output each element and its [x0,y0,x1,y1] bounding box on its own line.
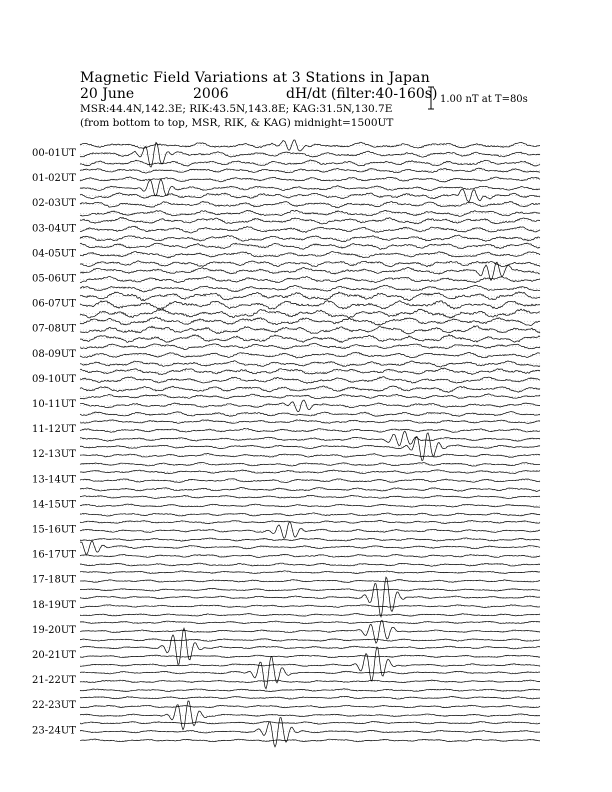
trace-kag [80,621,540,624]
trace-kag [80,628,540,664]
trace-msr [80,538,540,541]
trace-kag [80,495,540,498]
trace-kag [80,541,540,554]
hour-label: 17-18UT [32,574,76,586]
hour-label: 14-15UT [32,499,76,511]
trace-rik [80,276,540,282]
hour-label: 12-13UT [32,449,76,461]
chart-date: 20 June [80,86,135,102]
trace-msr [80,689,540,692]
trace-kag [80,470,540,474]
hour-label: 10-11UT [32,399,76,410]
hour-label-layer [32,148,76,736]
hour-label: 18-19UT [32,599,76,611]
grid-layer [80,146,540,741]
trace-msr [80,210,540,216]
trace-rik [80,142,540,167]
hour-label: 20-21UT [32,650,76,661]
hour-label: 13-14UT [32,474,76,486]
trace-msr [80,261,540,267]
station-order-note: (from bottom to top, MSR, RIK, & KAG) midnight=1500UT [80,117,394,129]
hour-label: 08-09UT [32,348,76,360]
hour-label: 11-12UT [32,424,76,436]
chart-quantity: dH/dt (filter:40-160s) [286,86,438,102]
hour-label: 09-10UT [32,373,76,385]
hour-label: 15-16UT [32,524,76,536]
trace-msr [80,235,540,242]
hour-label: 02-03UT [32,198,76,210]
hour-label: 23-24UT [32,725,76,737]
trace-rik [80,479,540,483]
trace-msr [80,309,540,318]
trace-msr [80,179,540,195]
chart-year: 2006 [193,86,229,102]
station-coordinates: MSR:44.4N,142.3E; RIK:43.5N,143.8E; KAG:31.5N,130.7E [80,103,393,115]
scale-label: 1.00 nT at T=80s [440,94,528,105]
trace-kag [80,577,540,617]
hour-label: 04-05UT [32,248,76,260]
hour-label: 05-06UT [32,273,76,285]
trace-layer [80,140,540,747]
trace-rik [80,605,540,608]
hour-label: 21-22UT [32,675,76,687]
trace-rik [80,251,540,258]
hour-label: 06-07UT [32,298,76,310]
trace-msr [80,647,540,681]
chart-title: Magnetic Field Variations at 3 Stations in Japan [80,70,430,86]
hour-label: 16-17UT [32,549,76,561]
hour-label: 07-08UT [32,323,76,335]
trace-msr [80,513,540,516]
trace-kag [80,657,540,689]
hour-label: 00-01UT [32,148,76,159]
trace-rik [80,301,540,310]
trace-kag [80,721,540,724]
hour-label: 01-02UT [32,173,76,185]
trace-msr [80,361,540,367]
trace-rik [80,400,540,412]
hour-label: 03-04UT [32,223,76,235]
hour-label: 22-23UT [32,700,76,712]
trace-rik [80,718,540,747]
trace-kag [80,189,540,202]
trace-rik [80,522,540,538]
trace-kag [80,243,540,249]
trace-msr [80,335,540,343]
trace-msr [80,613,540,616]
hour-label: 19-20UT [32,624,76,636]
trace-msr [80,487,540,491]
trace-msr [80,431,540,445]
